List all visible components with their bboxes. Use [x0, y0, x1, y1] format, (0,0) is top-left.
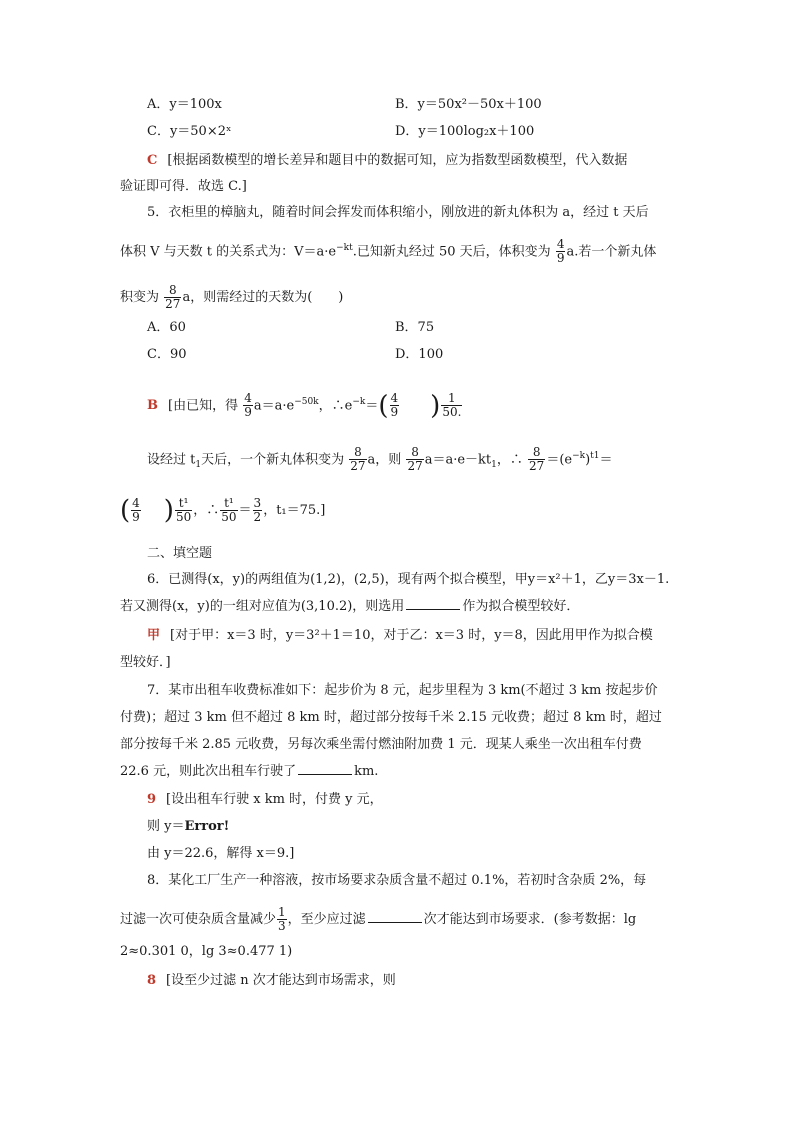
fraction-one-50: $\frac{1}{50.}$ — [442, 391, 462, 419]
q7-answer-line3: 由 y＝22.6，解得 x＝9.] — [147, 846, 295, 861]
q5-line3 — [120, 284, 343, 311]
q5-option-c: C．90 — [147, 347, 187, 362]
q4-option-b: B．y＝50x²－50x＋100 — [395, 97, 542, 112]
left-paren: ( — [378, 390, 389, 421]
answer-blank[interactable] — [298, 762, 352, 775]
answer-letter: 8 — [147, 973, 157, 988]
fraction-three-halves: $\frac{3}{2}$ — [253, 496, 262, 524]
q7-line3: 部分按每千米 2.85 元收费，另每次乘坐需付燃油附加费 1 元．现某人乘坐一次出租车付费 — [120, 737, 642, 752]
answer-letter: 9 — [147, 792, 157, 807]
answer-letter: C — [147, 153, 158, 168]
q5-line3-b: a，则需经过的天数为( ) — [182, 290, 344, 305]
fraction-t1-50: $\frac{\text{t¹}}{50}$ — [221, 496, 237, 524]
fraction-t1-50: $\frac{\text{t¹}}{50}$ — [175, 496, 192, 524]
q5-line2-b: .已知新丸经过 50 天后，体积变为 — [352, 244, 551, 260]
fraction-four-ninths: $\frac{4}{9}$ — [132, 496, 140, 524]
fraction-one-third: $\frac{1}{3}$ — [278, 905, 286, 933]
q8-answer: 8 [设至少过滤 n 次才能达到市场需求，则 — [147, 973, 396, 988]
q7-line4: 22.6 元，则此次出租车行驶了 km. — [120, 764, 379, 779]
q5-option-b: B．75 — [395, 320, 435, 335]
answer-blank[interactable] — [406, 597, 460, 610]
right-paren: ) — [163, 495, 174, 526]
q7-answer: 9 [设出租车行驶 x km 时，付费 y 元， — [147, 792, 383, 807]
q5-line2-c: a.若一个新丸体 — [566, 244, 657, 260]
fraction-eight-27: $\frac{8}{27}$ — [407, 445, 423, 474]
q4-explanation-line2: 验证即可得．故选 C.] — [120, 179, 247, 194]
section-title: 二、填空题 — [147, 546, 213, 561]
q4-option-c: C．y＝50×2ˣ — [147, 124, 232, 139]
q6-line2: 若又测得(x，y)的一组对应值为(3,10.2)，则选用 作为拟合模型较好． — [120, 599, 580, 614]
fraction-four-ninths: $\frac{4}{9}$ — [244, 391, 252, 420]
q6-line1: 6．已测得(x，y)的两组值为(1,2)，(2,5)，现有两个拟合模型，甲y＝x²＋1，乙y＝3x－1. — [147, 572, 670, 587]
answer-letter: 甲 — [147, 628, 161, 643]
q8-line2: 过滤一次可使杂质含量减少 $\frac{1}{3}$ ，至少应过滤 次才能达到市场要求．(参考数据：lg — [120, 905, 637, 933]
answer-letter: B — [147, 398, 158, 414]
q7-line2: 付费)；超过 3 km 但不超过 8 km 时，超过部分按每千米 2.15 元收费；超过 8 km 时，超过 — [120, 710, 662, 725]
q7-answer-line2: 则 y＝Error! — [147, 819, 230, 834]
q5-answer-line2: 设经过 $t_1$天后，一个新丸体积变为 $\frac{8}{27}$ a，则 $\frac{8}{27}$ $a=a\cdot e-kt_1$，∴ $\frac{8}{27}$ $=(e^{-k})^{t1}=$ — [147, 445, 613, 474]
right-paren: ) — [430, 390, 441, 421]
q6-answer-line2: 型较好．] — [120, 655, 171, 670]
answer-blank[interactable] — [368, 910, 422, 923]
q6-answer: 甲 [对于甲：x＝3 时，y＝3²＋1＝10，对于乙：x＝3 时，y＝8，因此用甲作为拟合模 — [147, 628, 653, 643]
q8-line1: 8．某化工厂生产一种溶液，按市场要求杂质含量不超过 0.1%，若初时含杂质 2%，每 — [147, 873, 647, 888]
q7-line1: 7．某市出租车收费标准如下：起步价为 8 元，起步里程为 3 km(不超过 3 km 按起步价 — [147, 683, 658, 698]
fraction-eight-27: $\frac{8}{27}$ — [165, 283, 181, 311]
fraction-four-ninths: $\frac{4}{9}$ — [390, 391, 399, 420]
left-paren: ( — [120, 495, 131, 526]
q5-exponent: −kt — [336, 243, 353, 253]
q4-answer — [147, 151, 627, 171]
q5-line1: 5．衣柜里的樟脑丸，随着时间会挥发而体积缩小，刚放进的新丸体积为 a，经过 t 天后 — [147, 205, 649, 220]
q5-option-a: A．60 — [147, 320, 186, 335]
q5-option-d: D．100 — [395, 347, 444, 362]
q8-line3: 2≈0.301 0，lg 3≈0.477 1) — [120, 944, 293, 959]
q4-option-d: D．y＝100log₂x＋100 — [395, 124, 535, 139]
q5-line2 — [120, 238, 656, 265]
q4-explanation-line1: [根据函数模型的增长差异和题目中的数据可知，应为指数型函数模型，代入数据 — [167, 153, 628, 168]
q5-answer-line1: B [由已知，得 $\frac{4}{9}$ $a=a\cdot e^{-50k}$，$\therefore e^{-k}=$( $\frac{4}{9}$ ) $\frac{1}{50.}$ — [147, 390, 462, 421]
fraction-four-ninths: $\frac{4}{9}$ — [556, 237, 565, 266]
q4-option-a: A．y＝100x — [147, 97, 222, 112]
q5-line3-a: 积变为 — [120, 290, 160, 305]
q5-line2-a: 体积 V 与天数 t 的关系式为：V＝a·e — [120, 244, 337, 260]
q5-answer-line3: ( $\frac{4}{9}$ ) $\frac{\text{t¹}}{50}$ ，∴ $\frac{\text{t¹}}{50}$ ＝ $\frac{3}{2}$ ，t₁＝75.] — [120, 495, 326, 526]
fraction-eight-27: $\frac{8}{27}$ — [350, 445, 366, 474]
fraction-eight-27: $\frac{8}{27}$ — [529, 445, 545, 474]
